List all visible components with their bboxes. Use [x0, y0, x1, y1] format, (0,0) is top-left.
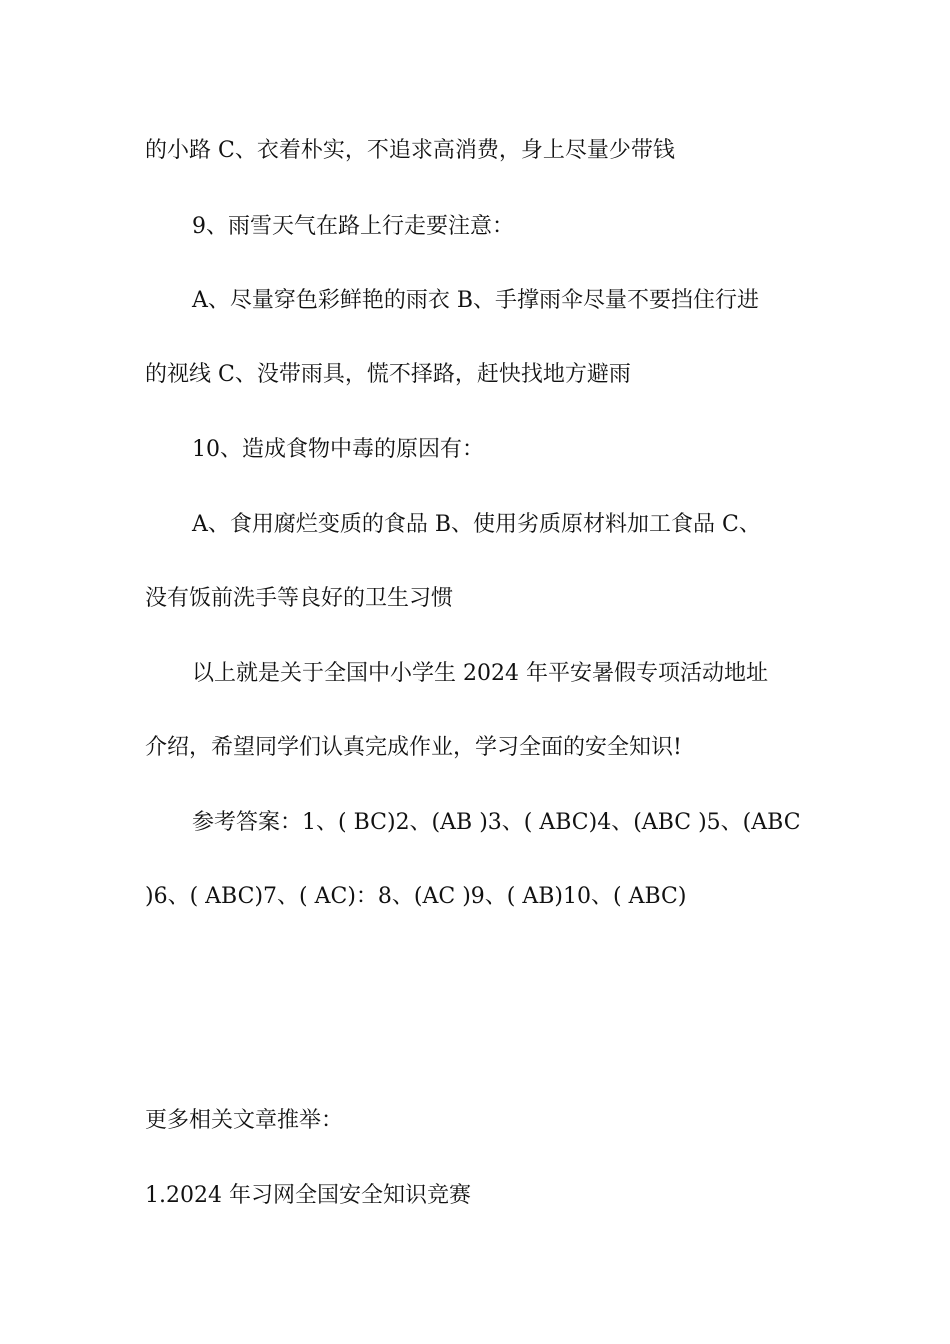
question-9-options: A、尽量穿色彩鲜艳的雨衣 B、手撑雨伞尽量不要挡住行进: [192, 288, 760, 313]
answer-key-continued: )6、( ABC)7、( AC)：8、(AC )9、( AB)10、( ABC): [145, 884, 687, 909]
question-10: 10、造成食物中毒的原因有：: [192, 437, 484, 462]
answer-key: 参考答案：1、( BC)2、(AB )3、( ABC)4、(ABC )5、(ABC: [192, 810, 801, 835]
related-articles-heading: 更多相关文章推举：: [145, 1108, 344, 1133]
question-9: 9、雨雪天气在路上行走要注意：: [192, 214, 514, 239]
question-10-options: A、食用腐烂变质的食品 B、使用劣质原材料加工食品 C、: [192, 512, 761, 537]
related-article-link[interactable]: 1.2024 年习网全国安全知识竞赛: [145, 1183, 471, 1208]
text-line-continuation-q8: 的小路 C、衣着朴实，不追求高消费，身上尽量少带钱: [145, 138, 675, 163]
question-9-options-continued: 的视线 C、没带雨具，慌不择路，赶快找地方避雨: [145, 362, 631, 387]
closing-paragraph-continued: 介绍，希望同学们认真完成作业，学习全面的安全知识!: [145, 735, 682, 760]
closing-paragraph: 以上就是关于全国中小学生 2024 年平安暑假专项活动地址: [192, 661, 768, 686]
question-10-options-continued: 没有饭前洗手等良好的卫生习惯: [145, 586, 454, 611]
